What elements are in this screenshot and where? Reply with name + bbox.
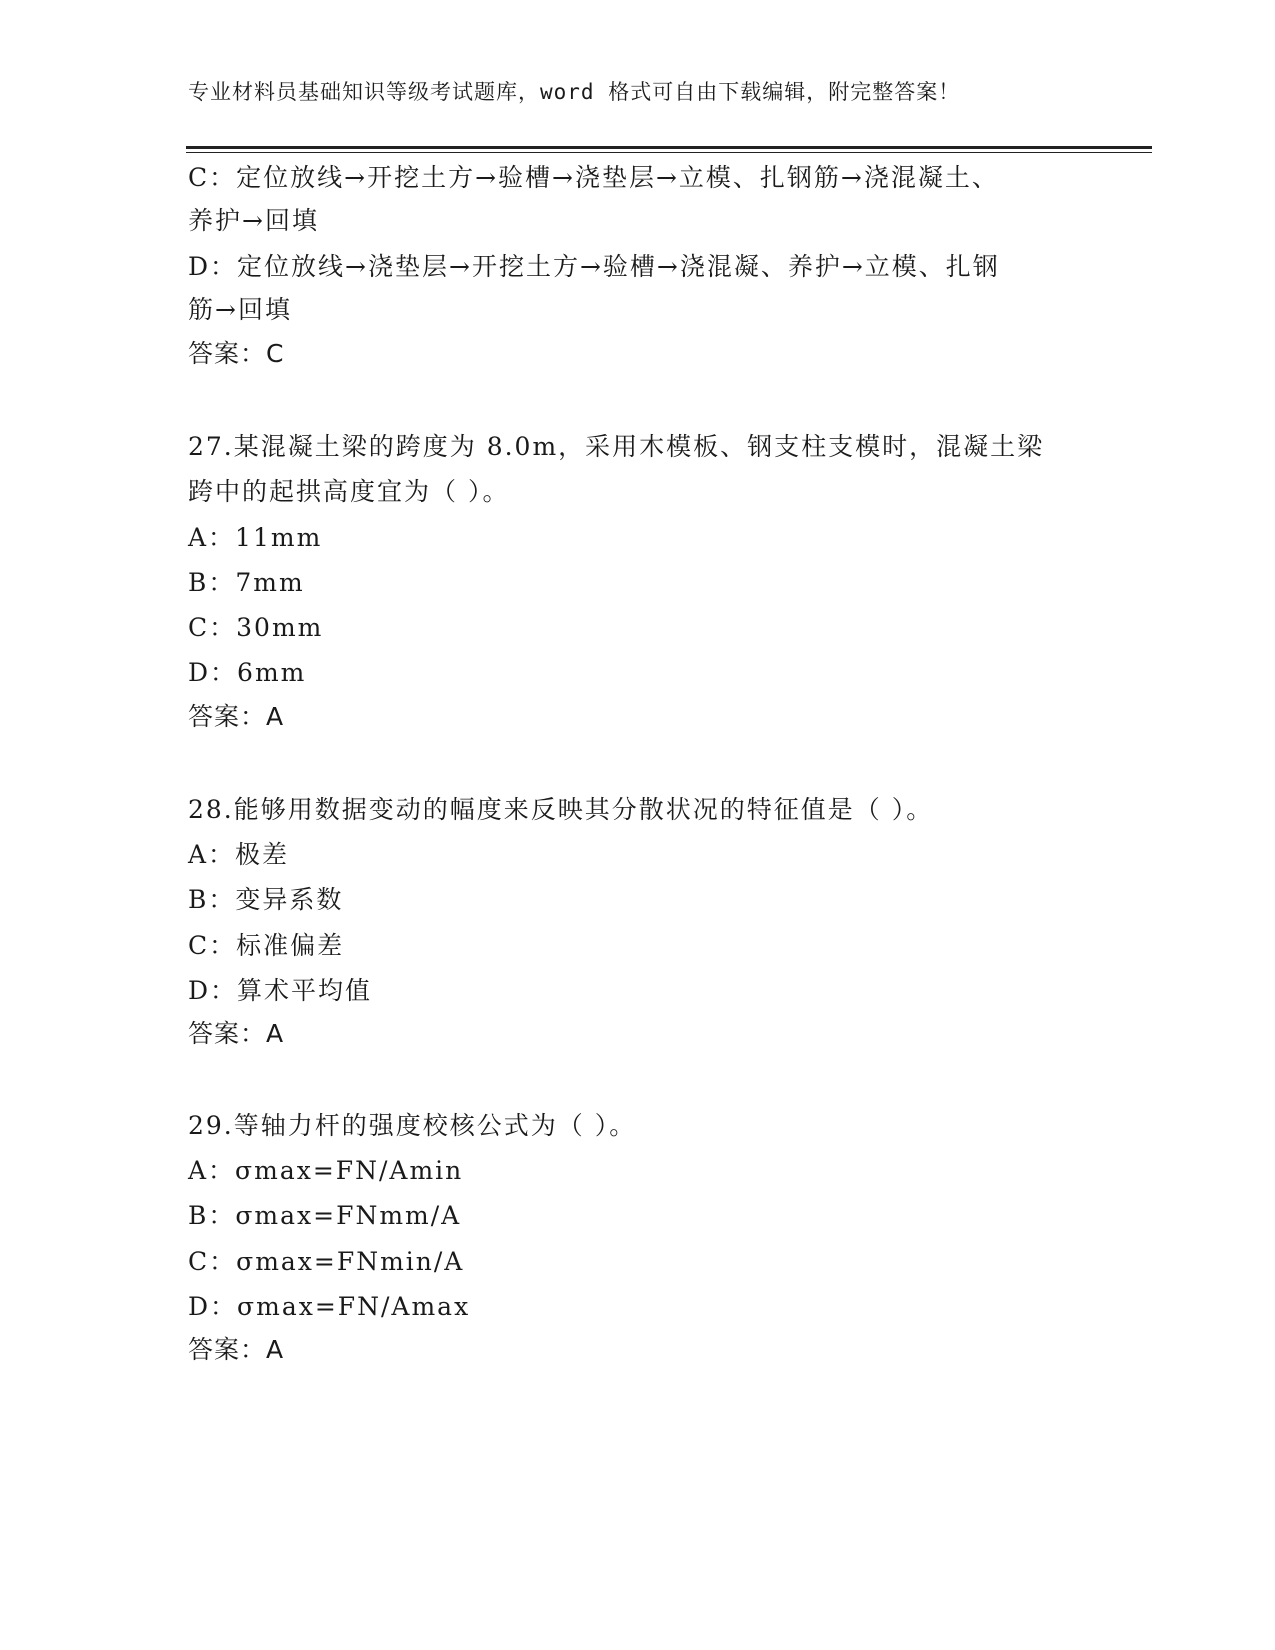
q27-option-d: D：6mm xyxy=(188,658,307,687)
q27-option-b: B：7mm xyxy=(188,568,305,597)
q29-answer: 答案：A xyxy=(188,1335,285,1364)
q27-option-a: A：11mm xyxy=(188,523,323,552)
q29-option-b: B：σmax=FNmm/A xyxy=(188,1201,462,1230)
q29-option-d: D：σmax=FN/Amax xyxy=(188,1292,471,1321)
page-header: 专业材料员基础知识等级考试题库，word 格式可自由下载编辑，附完整答案！ xyxy=(188,80,961,104)
q27-stem-line1: 27.某混凝土梁的跨度为 8.0m，采用木模板、钢支柱支模时，混凝土梁 xyxy=(188,432,1045,461)
q28-option-d: D：算术平均值 xyxy=(188,976,373,1005)
q28-stem-line1: 28.能够用数据变动的幅度来反映其分散状况的特征值是（ ）。 xyxy=(188,795,934,824)
header-divider-thin xyxy=(186,152,1152,153)
q28-option-c: C：标准偏差 xyxy=(188,931,345,960)
prev-option-c-line2: 养护→回填 xyxy=(188,206,319,235)
prev-option-d-line2: 筋→回填 xyxy=(188,295,292,324)
prev-answer: 答案：C xyxy=(188,339,285,368)
prev-option-c-line1: C：定位放线→开挖土方→验槽→浇垫层→立模、扎钢筋→浇混凝土、 xyxy=(188,163,999,192)
prev-option-d-line1: D：定位放线→浇垫层→开挖土方→验槽→浇混凝、养护→立模、扎钢 xyxy=(188,252,1000,281)
q28-option-b: B：变异系数 xyxy=(188,885,344,914)
q27-stem-line2: 跨中的起拱高度宜为（ ）。 xyxy=(188,477,510,506)
q27-option-c: C：30mm xyxy=(188,613,324,642)
q28-answer: 答案：A xyxy=(188,1019,285,1048)
q29-option-a: A：σmax=FN/Amin xyxy=(188,1156,464,1185)
q29-option-c: C：σmax=FNmin/A xyxy=(188,1247,465,1276)
q28-option-a: A：极差 xyxy=(188,840,290,869)
q29-stem-line1: 29.等轴力杆的强度校核公式为（ ）。 xyxy=(188,1111,637,1140)
header-divider-thick xyxy=(186,146,1152,149)
q27-answer: 答案：A xyxy=(188,702,285,731)
